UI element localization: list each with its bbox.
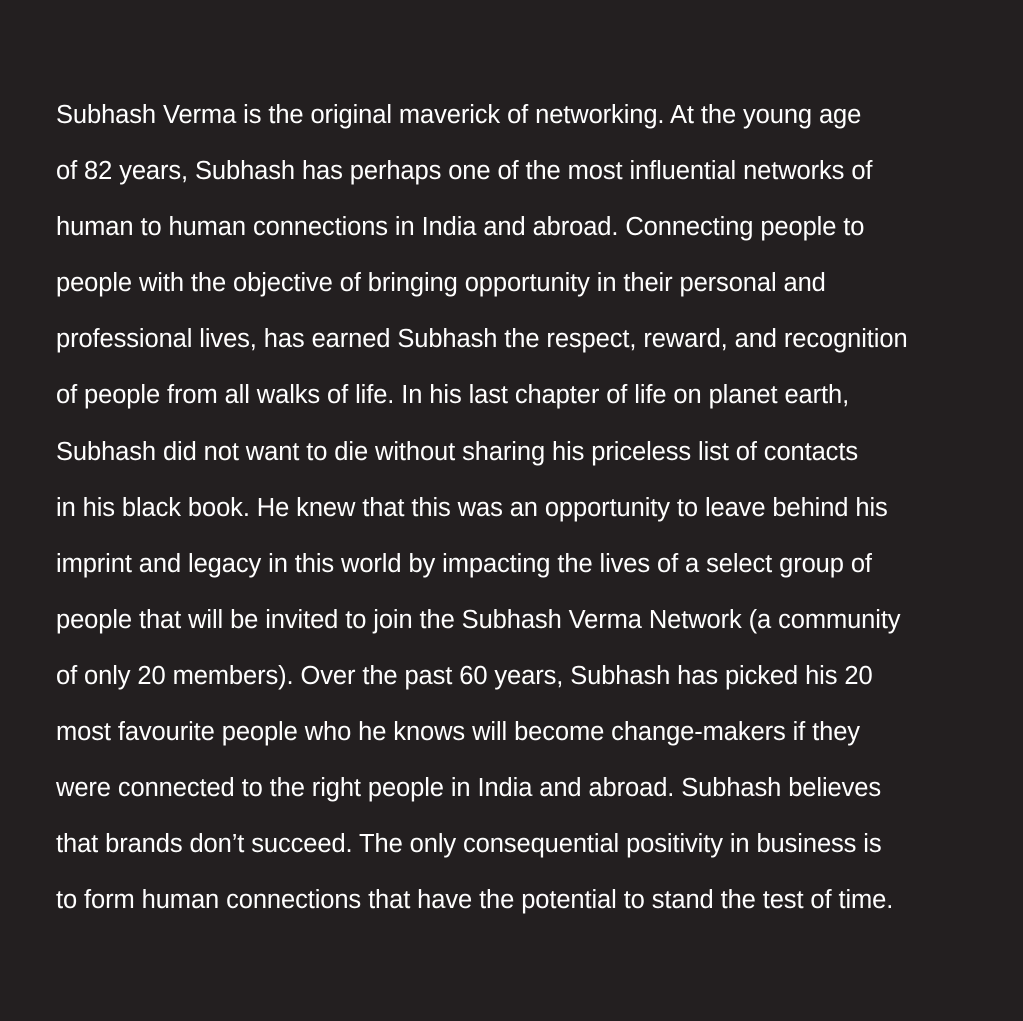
bio-paragraph xyxy=(56,87,996,928)
paragraph-line-10: people that will be invited to join the Subhash Verma Network (a community xyxy=(56,605,901,634)
paragraph-line-1: Subhash Verma is the original maverick of networking. At the young age xyxy=(56,101,862,129)
paragraph-line-13: were connected to the right people in India and abroad. Subhash believes xyxy=(56,774,881,803)
paragraph-line-6: of people from all walks of life. In his last chapter of life on planet earth, xyxy=(56,381,850,410)
paragraph-line-11: of only 20 members). Over the past 60 years, Subhash has picked his 20 xyxy=(56,661,873,690)
paragraph-line-7: Subhash did not want to die without sharing his priceless list of contacts xyxy=(56,437,858,466)
paragraph-line-14: that brands don’t succeed. The only consequential positivity in business is xyxy=(56,830,882,859)
paragraph-line-4: people with the objective of bringing opportunity in their personal and xyxy=(56,269,826,298)
paragraph-line-12: most favourite people who he knows will become change-makers if they xyxy=(56,718,860,747)
paragraph-line-8: in his black book. He knew that this was an opportunity to leave behind his xyxy=(56,493,888,522)
paragraph-line-5: professional lives, has earned Subhash the respect, reward, and recognition xyxy=(56,325,908,354)
paragraph-line-3: human to human connections in India and abroad. Connecting people to xyxy=(56,213,865,242)
paragraph-line-15: to form human connections that have the potential to stand the test of time. xyxy=(56,886,894,915)
paragraph-line-9: imprint and legacy in this world by impacting the lives of a select group of xyxy=(56,549,872,578)
paragraph-line-2: of 82 years, Subhash has perhaps one of the most influential networks of xyxy=(56,157,873,186)
